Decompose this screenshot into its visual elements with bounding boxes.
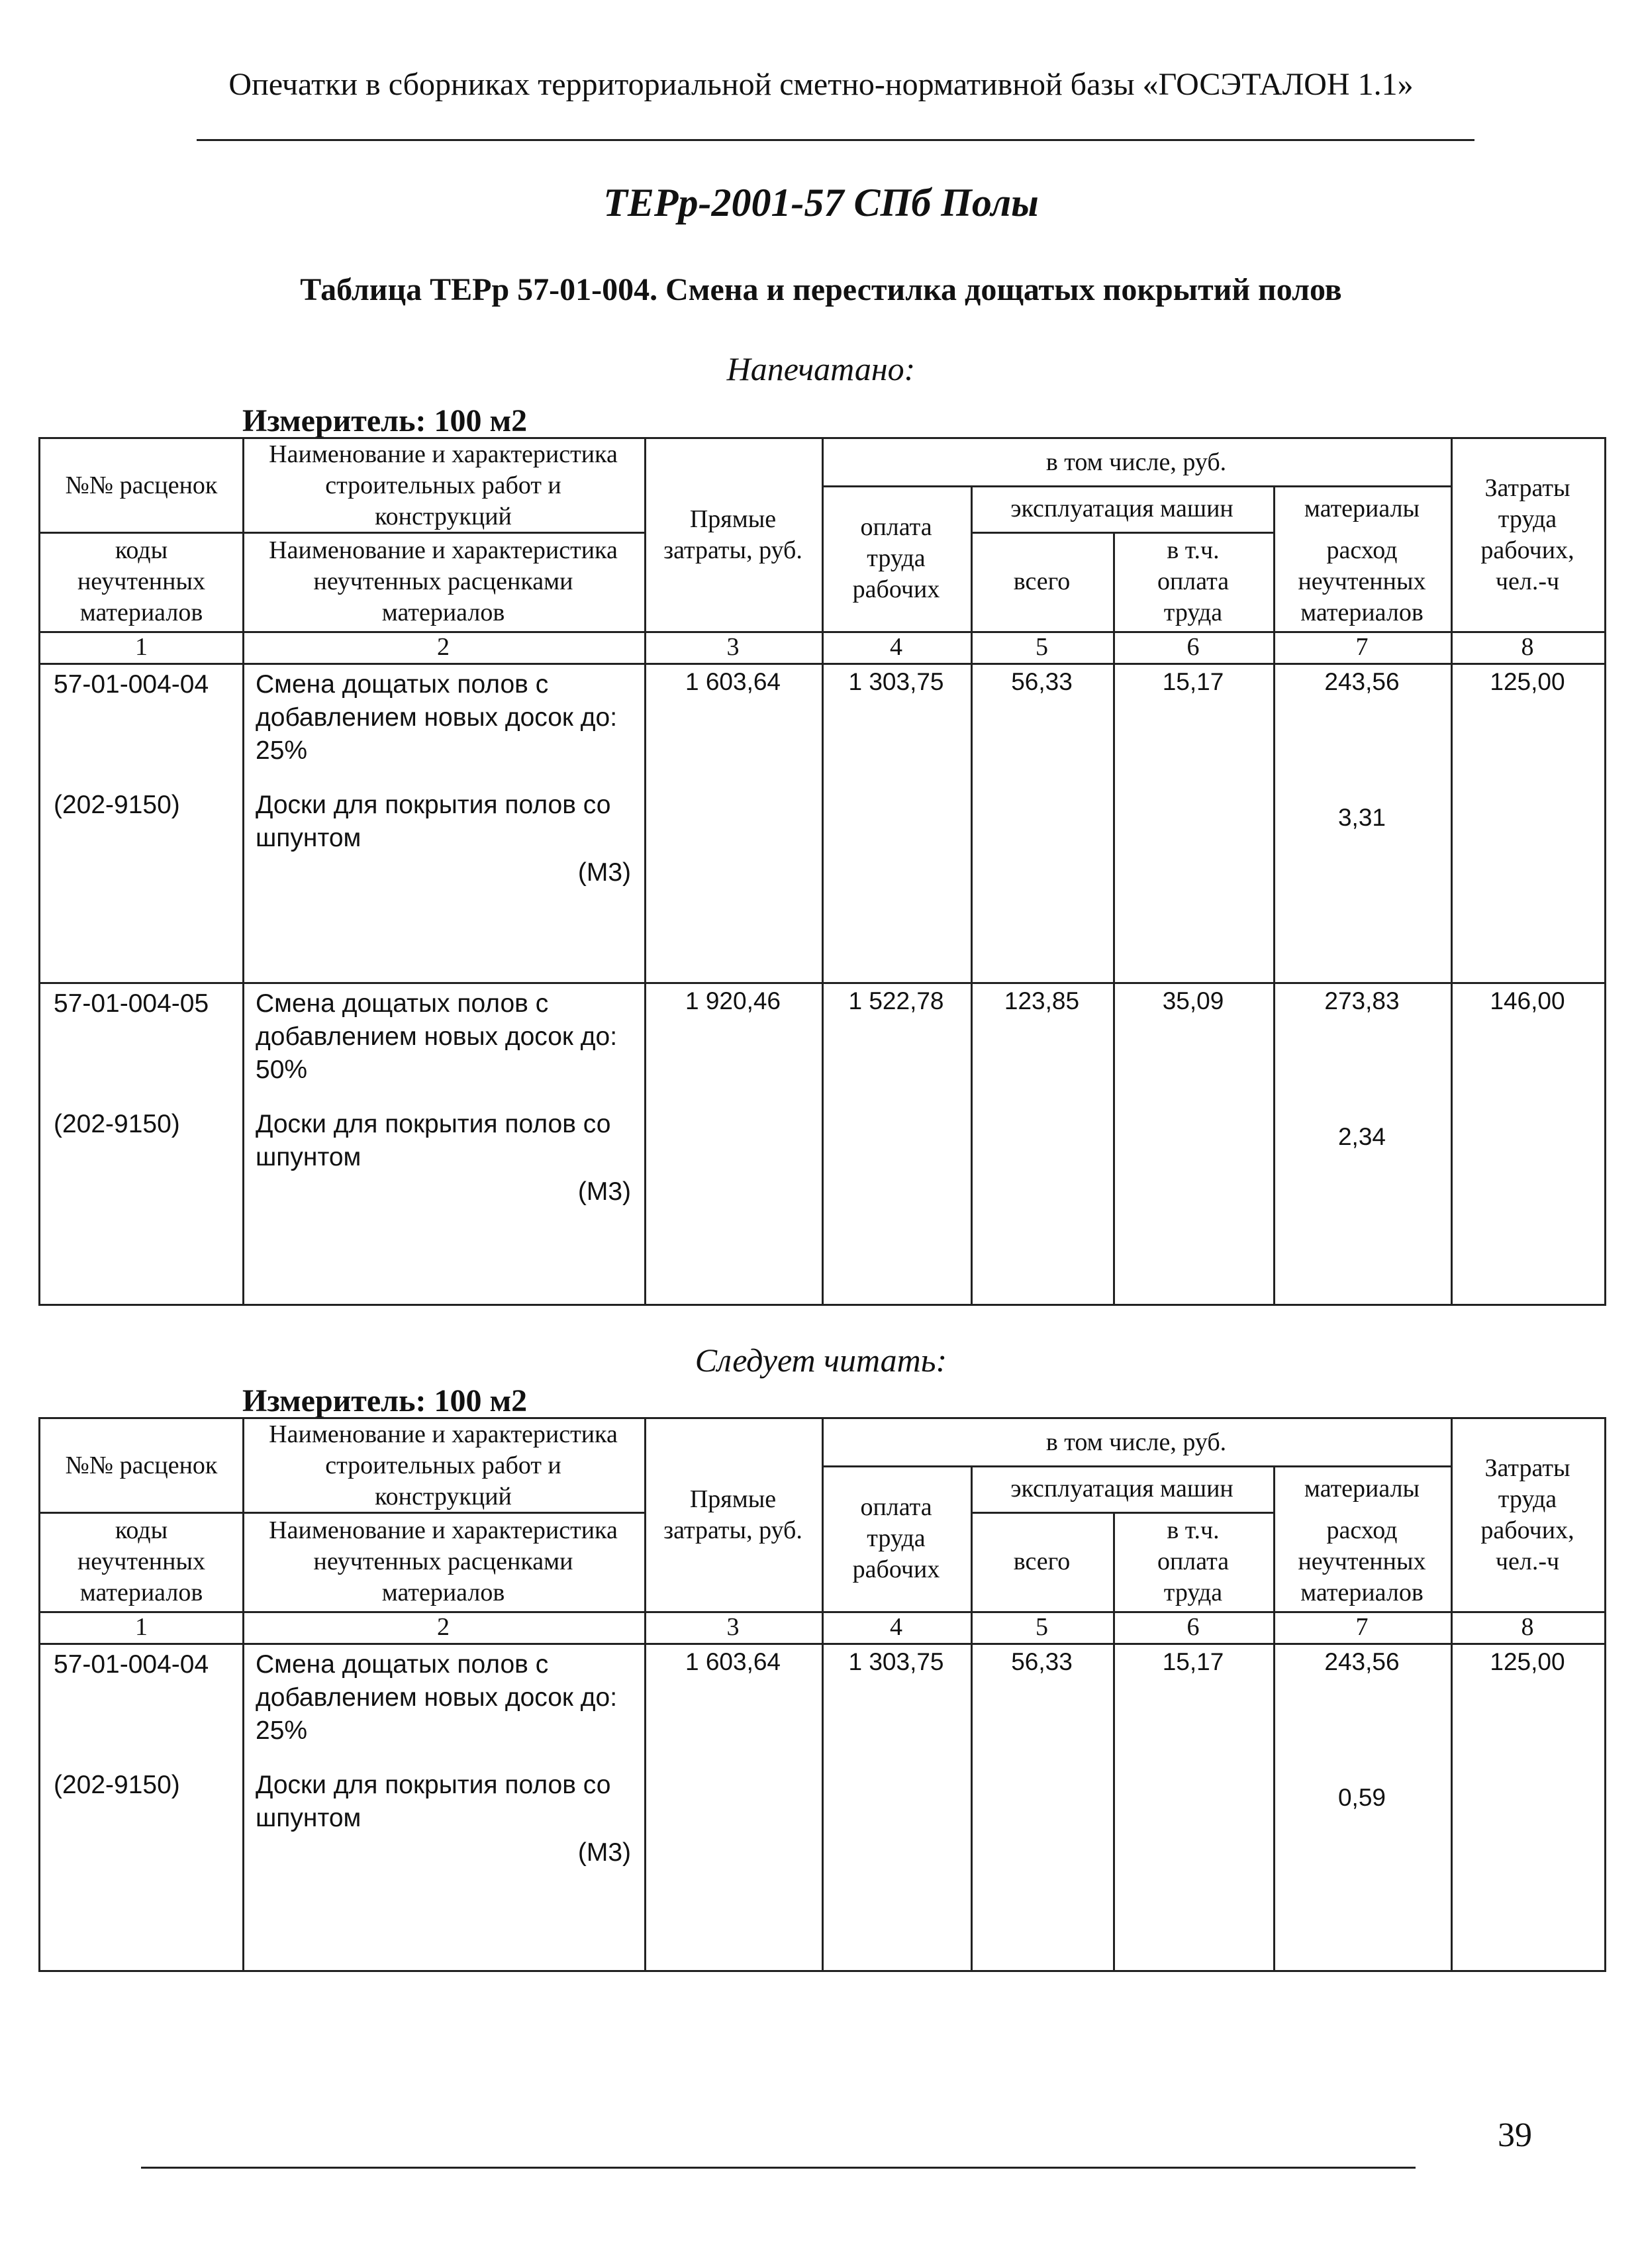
row-line xyxy=(40,982,1604,984)
col-header-direct: Прямые затраты, руб. xyxy=(663,1485,802,1544)
col-header-machines: эксплуатация машин xyxy=(1010,1474,1233,1503)
col-number: 5 xyxy=(1036,632,1048,661)
col-line xyxy=(1451,439,1453,1304)
rate-name: Смена дощатых полов с добавлением новых досок до: 25% xyxy=(256,1650,618,1745)
col-header-mat-names: Наименование и характеристика неучтенных расценками материалов xyxy=(269,536,618,626)
page-number: 39 xyxy=(1498,2116,1532,2154)
col-line xyxy=(822,439,824,1304)
col-header-mat-names: Наименование и характеристика неучтенных расценками материалов xyxy=(269,1516,618,1606)
col-line xyxy=(822,1419,824,1970)
material-name: Доски для покрытия полов со шпунтом xyxy=(256,1771,611,1832)
material-consumption: 2,34 xyxy=(1337,1123,1386,1150)
document-title: ТЕРр-2001-57 СПб Полы xyxy=(603,181,1039,224)
col-number: 8 xyxy=(1521,632,1534,661)
corrected-label: Следует читать: xyxy=(695,1342,947,1379)
col-number: 5 xyxy=(1036,1612,1048,1641)
col-line xyxy=(1451,1419,1453,1970)
material-code: (202-9150) xyxy=(54,1110,180,1138)
col-number: 2 xyxy=(437,632,450,661)
col-header-mat-codes: коды неучтенных материалов xyxy=(77,1516,206,1606)
material-name: Доски для покрытия полов со шпунтом xyxy=(256,791,611,852)
col-header-direct: Прямые затраты, руб. xyxy=(663,505,802,564)
material-unit: (М3) xyxy=(577,1838,631,1867)
direct-cost: 1 603,64 xyxy=(685,668,781,695)
col-line xyxy=(242,1419,244,1970)
col-header-labor-cost: Затраты труда рабочих, чел.-ч xyxy=(1480,474,1574,595)
printed-label: Напечатано: xyxy=(726,350,916,387)
direct-cost: 1 920,46 xyxy=(685,987,781,1014)
machines-labor: 15,17 xyxy=(1162,1648,1224,1675)
col-header-labor-cost: Затраты труда рабочих, чел.-ч xyxy=(1480,1454,1574,1575)
machines-labor: 15,17 xyxy=(1162,668,1224,695)
col-line xyxy=(644,439,646,1304)
col-number: 4 xyxy=(890,632,902,661)
rate-code: 57-01-004-04 xyxy=(54,670,209,699)
material-code: (202-9150) xyxy=(54,1771,180,1799)
materials-cost: 243,56 xyxy=(1324,1648,1400,1675)
header-rule xyxy=(197,139,1474,141)
col-header-code: №№ расценок xyxy=(65,471,218,499)
material-consumption: 0,59 xyxy=(1337,1784,1386,1811)
col-number: 6 xyxy=(1186,632,1200,661)
col-header-mat-cons: расход неучтенных материалов xyxy=(1298,1516,1426,1606)
material-unit: (М3) xyxy=(577,1177,631,1206)
rate-code: 57-01-004-04 xyxy=(54,1650,209,1679)
rate-name: Смена дощатых полов с добавлением новых досок до: 50% xyxy=(256,989,618,1084)
col-header-incl: в том числе, руб. xyxy=(1045,448,1227,476)
row-line xyxy=(40,1643,1604,1645)
corrected-meter: Измеритель: 100 м2 xyxy=(242,1383,528,1418)
material-name: Доски для покрытия полов со шпунтом xyxy=(256,1110,611,1171)
page-header: Опечатки в сборниках территориальной сметно-нормативной базы «ГОСЭТАЛОН 1.1» xyxy=(228,67,1414,102)
col-header-incl: в том числе, руб. xyxy=(1045,1428,1227,1456)
labor-hours: 125,00 xyxy=(1490,1648,1565,1675)
col-number: 7 xyxy=(1355,1612,1369,1641)
col-header-materials: материалы xyxy=(1304,1474,1420,1503)
col-line xyxy=(644,1419,646,1970)
col-header-m-total: всего xyxy=(1013,1547,1071,1575)
col-line xyxy=(1113,1512,1115,1970)
col-header-machines: эксплуатация машин xyxy=(1010,494,1233,522)
row-line xyxy=(40,663,1604,665)
materials-cost: 273,83 xyxy=(1324,987,1400,1014)
col-header-m-labor: в т.ч. оплата труда xyxy=(1157,536,1230,626)
machines-total: 123,85 xyxy=(1004,987,1080,1014)
col-number: 3 xyxy=(726,1612,740,1641)
col-header-name: Наименование и характеристика строительных работ и конструкций xyxy=(269,440,618,530)
printed-meter: Измеритель: 100 м2 xyxy=(242,403,528,438)
machines-total: 56,33 xyxy=(1011,668,1073,695)
material-unit: (М3) xyxy=(577,858,631,887)
col-header-m-labor: в т.ч. оплата труда xyxy=(1157,1516,1230,1606)
material-code: (202-9150) xyxy=(54,791,180,819)
col-header-code: №№ расценок xyxy=(65,1451,218,1479)
labor-pay: 1 303,75 xyxy=(848,1648,944,1675)
col-number: 8 xyxy=(1521,1612,1534,1641)
printed-table xyxy=(38,437,1606,1306)
machines-total: 56,33 xyxy=(1011,1648,1073,1675)
col-number: 6 xyxy=(1186,1612,1200,1641)
col-header-name: Наименование и характеристика строительных работ и конструкций xyxy=(269,1420,618,1510)
col-header-mat-codes: коды неучтенных материалов xyxy=(77,536,206,626)
col-header-labor-pay: оплата труда рабочих xyxy=(852,513,940,603)
footer-rule xyxy=(141,2167,1416,2169)
col-line xyxy=(242,439,244,1304)
rate-name: Смена дощатых полов с добавлением новых досок до: 25% xyxy=(256,670,618,765)
machines-labor: 35,09 xyxy=(1162,987,1224,1014)
corrected-table xyxy=(38,1417,1606,1972)
col-header-labor-pay: оплата труда рабочих xyxy=(852,1493,940,1583)
labor-pay: 1 522,78 xyxy=(848,987,944,1014)
col-number: 7 xyxy=(1355,632,1369,661)
rate-code: 57-01-004-05 xyxy=(54,989,209,1018)
labor-hours: 125,00 xyxy=(1490,668,1565,695)
col-header-mat-cons: расход неучтенных материалов xyxy=(1298,536,1426,626)
labor-hours: 146,00 xyxy=(1490,987,1565,1014)
direct-cost: 1 603,64 xyxy=(685,1648,781,1675)
col-header-m-total: всего xyxy=(1013,567,1071,595)
col-header-materials: материалы xyxy=(1304,494,1420,522)
col-number: 1 xyxy=(135,632,148,661)
labor-pay: 1 303,75 xyxy=(848,668,944,695)
col-number: 1 xyxy=(135,1612,148,1641)
col-number: 3 xyxy=(726,632,740,661)
material-consumption: 3,31 xyxy=(1337,804,1386,831)
col-number: 4 xyxy=(890,1612,902,1641)
materials-cost: 243,56 xyxy=(1324,668,1400,695)
table-title: Таблица ТЕРр 57-01-004. Смена и перестилка дощатых покрытий полов xyxy=(300,272,1342,307)
col-number: 2 xyxy=(437,1612,450,1641)
